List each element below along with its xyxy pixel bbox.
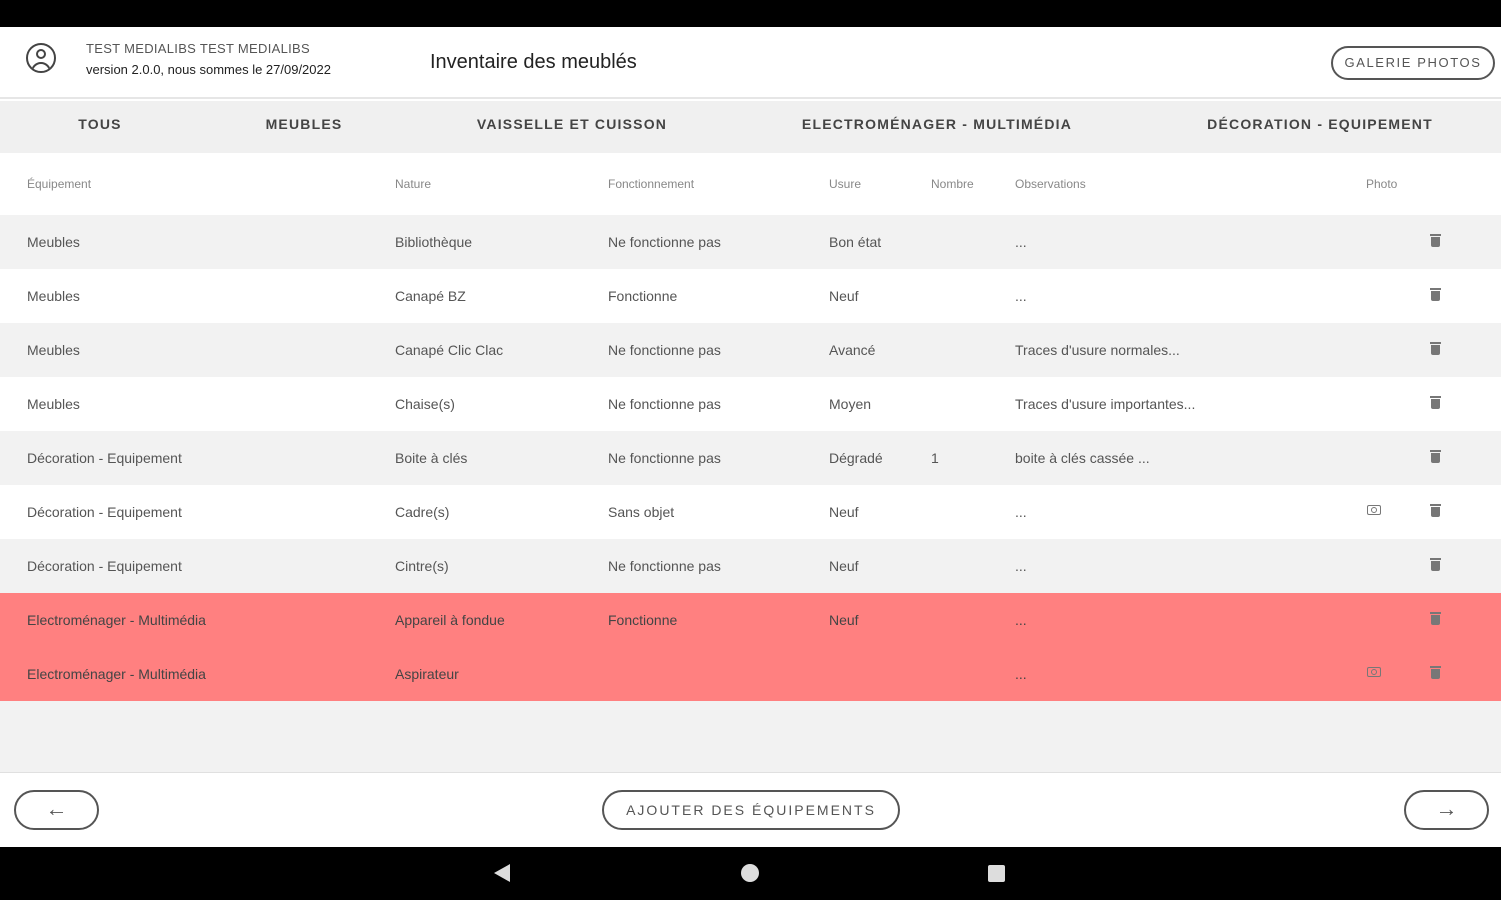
cell-usure: Neuf xyxy=(829,504,859,520)
table-row[interactable] xyxy=(0,593,1501,647)
cell-equipement: Meubles xyxy=(27,234,80,250)
cell-observations: boite à clés cassée ... xyxy=(1015,450,1150,466)
column-header-equipement: Équipement xyxy=(27,177,92,191)
tab-decoration-equipement[interactable]: DÉCORATION - EQUIPEMENT xyxy=(1207,116,1433,132)
cell-nature: Cintre(s) xyxy=(395,558,449,574)
tab-vaisselle-cuisson[interactable]: VAISSELLE ET CUISSON xyxy=(476,116,668,132)
cell-nature: Appareil à fondue xyxy=(395,612,505,628)
cell-fonctionnement: Fonctionne xyxy=(608,288,678,304)
cell-equipement: Meubles xyxy=(27,396,80,412)
delete-icon[interactable] xyxy=(1430,342,1441,355)
tab-tous[interactable]: TOUS xyxy=(78,116,122,132)
back-button[interactable]: ← xyxy=(14,790,99,830)
column-header-nombre: Nombre xyxy=(931,177,974,191)
cell-usure: Avancé xyxy=(829,342,876,358)
table-row[interactable] xyxy=(0,323,1501,377)
cell-fonctionnement: Fonctionne xyxy=(608,612,678,628)
add-equipment-button[interactable]: AJOUTER DES ÉQUIPEMENTS xyxy=(602,790,900,830)
cell-usure: Neuf xyxy=(829,288,859,304)
delete-icon[interactable] xyxy=(1430,234,1441,247)
delete-icon[interactable] xyxy=(1430,396,1441,409)
delete-icon[interactable] xyxy=(1430,450,1441,463)
cell-nature: Canapé Clic Clac xyxy=(395,342,504,358)
cell-observations: ... xyxy=(1015,504,1027,520)
table-row[interactable] xyxy=(0,647,1501,701)
table-row[interactable] xyxy=(0,485,1501,539)
table-row[interactable] xyxy=(0,215,1501,269)
nav-back-icon[interactable] xyxy=(494,864,510,882)
cell-observations: Traces d'usure normales... xyxy=(1015,342,1180,358)
cell-observations: ... xyxy=(1015,234,1027,250)
cell-fonctionnement: Ne fonctionne pas xyxy=(608,234,721,250)
cell-nombre: 1 xyxy=(931,450,939,466)
cell-fonctionnement: Ne fonctionne pas xyxy=(608,558,721,574)
version-text: version 2.0.0, nous sommes le 27/09/2022 xyxy=(86,62,331,77)
cell-equipement: Décoration - Equipement xyxy=(27,450,182,466)
gallery-photos-button[interactable]: GALERIE PHOTOS xyxy=(1331,46,1495,80)
cell-usure: Dégradé xyxy=(829,450,883,466)
table-row[interactable] xyxy=(0,431,1501,485)
cell-observations: ... xyxy=(1015,612,1027,628)
user-name: TEST MEDIALIBS TEST MEDIALIBS xyxy=(86,41,310,56)
camera-icon[interactable] xyxy=(1367,667,1381,677)
user-avatar-icon[interactable] xyxy=(26,43,56,73)
cell-equipement: Décoration - Equipement xyxy=(27,504,182,520)
cell-observations: Traces d'usure importantes... xyxy=(1015,396,1196,412)
cell-usure: Bon état xyxy=(829,234,882,250)
cell-nature: Chaise(s) xyxy=(395,396,455,412)
column-header-observations: Observations xyxy=(1015,177,1086,191)
status-bar xyxy=(0,0,1501,27)
tab-electromenager-multimedia[interactable]: ELECTROMÉNAGER - MULTIMÉDIA xyxy=(801,116,1073,132)
cell-fonctionnement: Ne fonctionne pas xyxy=(608,342,721,358)
cell-fonctionnement: Ne fonctionne pas xyxy=(608,450,721,466)
cell-observations: ... xyxy=(1015,666,1027,682)
nav-home-icon[interactable] xyxy=(741,864,759,882)
cell-fonctionnement: Sans objet xyxy=(608,504,675,520)
table-row[interactable] xyxy=(0,269,1501,323)
table-header xyxy=(0,153,1501,215)
next-button[interactable]: → xyxy=(1404,790,1489,830)
delete-icon[interactable] xyxy=(1430,666,1441,679)
header xyxy=(0,27,1501,99)
column-header-nature: Nature xyxy=(395,177,432,191)
cell-fonctionnement: Ne fonctionne pas xyxy=(608,396,721,412)
delete-icon[interactable] xyxy=(1430,612,1441,625)
table-empty-area xyxy=(0,701,1501,773)
table-row[interactable] xyxy=(0,377,1501,431)
user-info xyxy=(86,41,331,77)
cell-equipement: Meubles xyxy=(27,342,80,358)
cell-nature: Canapé BZ xyxy=(395,288,466,304)
delete-icon[interactable] xyxy=(1430,288,1441,301)
cell-observations: ... xyxy=(1015,288,1027,304)
page-title: Inventaire des meublés xyxy=(430,51,637,73)
cell-usure: Neuf xyxy=(829,612,859,628)
cell-nature: Cadre(s) xyxy=(395,504,450,520)
camera-icon[interactable] xyxy=(1367,505,1381,515)
column-header-fonctionnement: Fonctionnement xyxy=(608,177,695,191)
column-header-usure: Usure xyxy=(829,177,862,191)
cell-equipement: Electroménager - Multimédia xyxy=(27,612,206,628)
category-tabs xyxy=(0,101,1501,153)
cell-nature: Bibliothèque xyxy=(395,234,473,250)
cell-usure: Moyen xyxy=(829,396,872,412)
app-screen xyxy=(0,27,1501,847)
cell-nature: Boite à clés xyxy=(395,450,468,466)
cell-observations: ... xyxy=(1015,558,1027,574)
footer xyxy=(0,773,1501,847)
nav-recents-icon[interactable] xyxy=(988,865,1005,882)
cell-equipement: Meubles xyxy=(27,288,80,304)
table-row[interactable] xyxy=(0,539,1501,593)
cell-nature: Aspirateur xyxy=(395,666,459,682)
cell-usure: Neuf xyxy=(829,558,859,574)
tab-meubles[interactable]: MEUBLES xyxy=(265,116,343,132)
delete-icon[interactable] xyxy=(1430,558,1441,571)
cell-equipement: Electroménager - Multimédia xyxy=(27,666,206,682)
cell-equipement: Décoration - Equipement xyxy=(27,558,182,574)
column-header-photo: Photo xyxy=(1366,177,1398,191)
android-nav-bar xyxy=(0,847,1501,900)
delete-icon[interactable] xyxy=(1430,504,1441,517)
